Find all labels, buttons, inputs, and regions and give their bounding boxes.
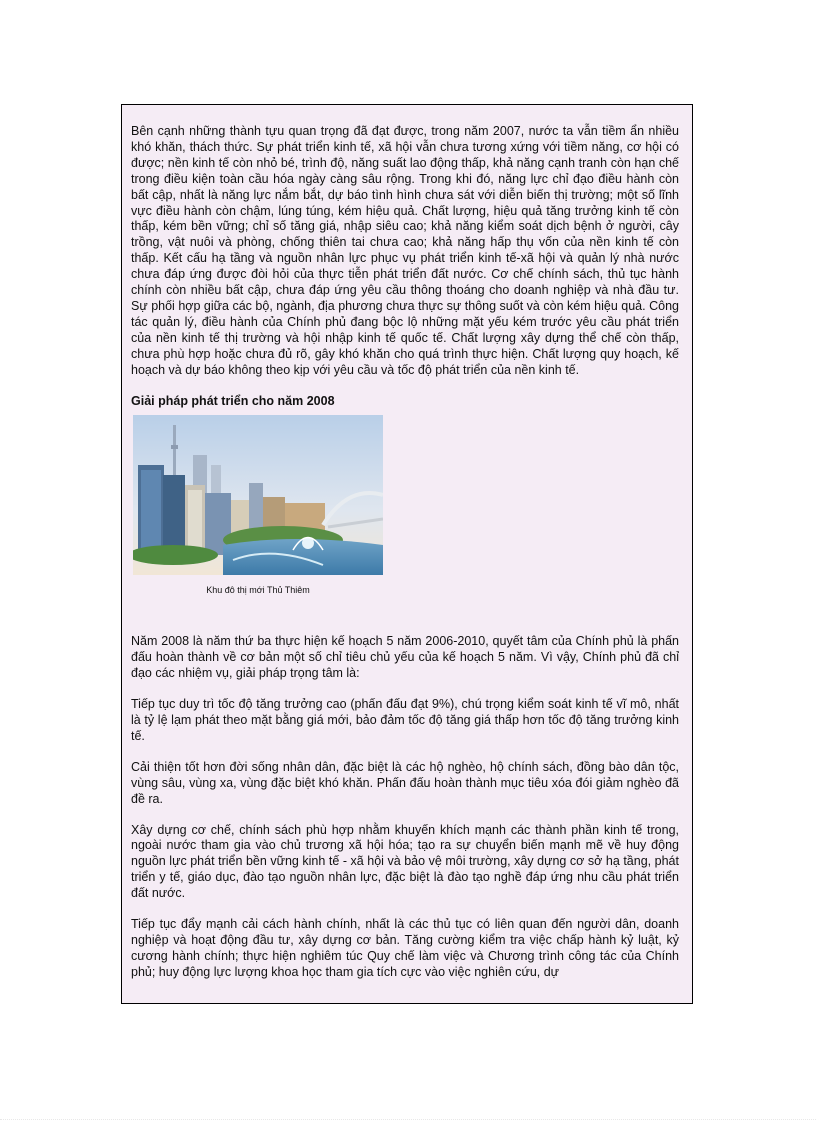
body-paragraph: Tiếp tục duy trì tốc độ tăng trưởng cao (phấn đấu đạt 9%), chú trọng kiểm soát kinh tế vĩ mô, nhất là tỷ lệ lạm phát theo mặt bằng giá mới, bảo đảm tốc độ tăng giá thấp hơn tốc độ tăng trưởng kinh tế. (131, 697, 679, 743)
figure (133, 415, 383, 596)
intro-paragraph: Bên cạnh những thành tựu quan trọng đã đạt được, trong năm 2007, nước ta vẫn tiềm ẩn nhiều khó khăn, thách thức. Sự phát triển kinh tế, xã hội vẫn chưa tương xứng với tiềm năng, cơ hội có được; nền kinh tế còn nhỏ bé, trình độ, năng suất lao động thấp, khả năng cạnh tranh còn hạn chế trong điều kiện toàn cầu hóa ngày càng sâu rộng. Trong khi đó, năng lực chỉ đạo điều hành còn bất cập, nhất là năng lực nắm bắt, dự báo tình hình chưa sát với diễn biến thị trường; một số lĩnh vực điều hành còn chậm, lúng túng, kém hiệu quả. Chất lượng, hiệu quả tăng trưởng kinh tế còn thấp, kém bền vững; chỉ số tăng giá, nhập siêu cao; khả năng kiểm soát dịch bệnh ở người, cây trồng, vật nuôi và phòng, chống thiên tai chưa cao; khả năng hấp thụ vốn của nền kinh tế còn thấp. Kết cấu hạ tầng và nguồn nhân lực phục vụ phát triển kinh tế-xã hội và quản lý nhà nước chưa đáp ứng được đòi hỏi của thực tiễn phát triển đất nước. Cơ chế chính sách, thủ tục hành chính còn nhiều bất cập, chưa đáp ứng yêu cầu thông thoáng cho doanh nghiệp và nhà đầu tư. Sự phối hợp giữa các bộ, ngành, địa phương chưa thực sự thông suốt và còn kém hiệu quả. Công tác quản lý, điều hành của Chính phủ đang bộc lộ những mặt yếu kém trước yêu cầu phát triển của nền kinh tế thị trường và hội nhập kinh tế quốc tế. Chất lượng xây dựng thể chế còn thấp, chưa phù hợp hoặc chưa đủ rõ, gây khó khăn cho quá trình thực hiện. Chất lượng quy hoạch, kế hoạch và dự báo không theo kịp với yêu cầu và tốc độ phát triển của nền kinh tế. (131, 124, 679, 377)
document-content (131, 124, 679, 996)
section-heading: Giải pháp phát triển cho năm 2008 (131, 393, 335, 408)
body-paragraph: Tiếp tục đẩy mạnh cải cách hành chính, nhất là các thủ tục có liên quan đến người dân, doanh nghiệp và hoạt động đầu tư, xây dựng cơ bản. Tăng cường kiểm tra việc chấp hành kỷ luật, kỷ cương hành chính; thực hiện nghiêm túc Quy chế làm việc và Chương trình công tác của Chính phủ; huy động lực lượng khoa học tham gia tích cực vào việc nghiên cứu, dự (131, 917, 679, 979)
city-illustration-image (133, 415, 383, 575)
page-footer-rule (0, 1119, 816, 1121)
body-paragraph: Xây dựng cơ chế, chính sách phù hợp nhằm khuyến khích mạnh các thành phần kinh tế trong, ngoài nước tham gia vào chủ trương xã hội hóa; tạo ra sự chuyển biến mạnh mẽ về huy động nguồn lực phát triển bền vững kinh tế - xã hội và bảo vệ môi trường, xây dựng cơ sở hạ tầng, phát triển y tế, giáo dục, đào tạo nguồn nhân lực, đặc biệt là đào tạo nghề đáp ứng nhu cầu phát triển đất nước. (131, 822, 679, 901)
body-paragraph: Cải thiện tốt hơn đời sống nhân dân, đặc biệt là các hộ nghèo, hộ chính sách, đồng bào dân tộc, vùng sâu, vùng xa, vùng đặc biệt khó khăn. Phấn đấu hoàn thành mục tiêu xóa đói giảm nghèo đã đề ra. (131, 759, 679, 806)
body-paragraph: Năm 2008 là năm thứ ba thực hiện kế hoạch 5 năm 2006-2010, quyết tâm của Chính phủ là phấn đấu hoàn thành về cơ bản một số chỉ tiêu chủ yếu của kế hoạch 5 năm. Vì vậy, Chính phủ đã chỉ đạo các nhiệm vụ, giải pháp trọng tâm là: (131, 634, 679, 681)
figure-caption: Khu đô thị mới Thủ Thiêm (206, 585, 310, 596)
document-frame (121, 104, 693, 1004)
